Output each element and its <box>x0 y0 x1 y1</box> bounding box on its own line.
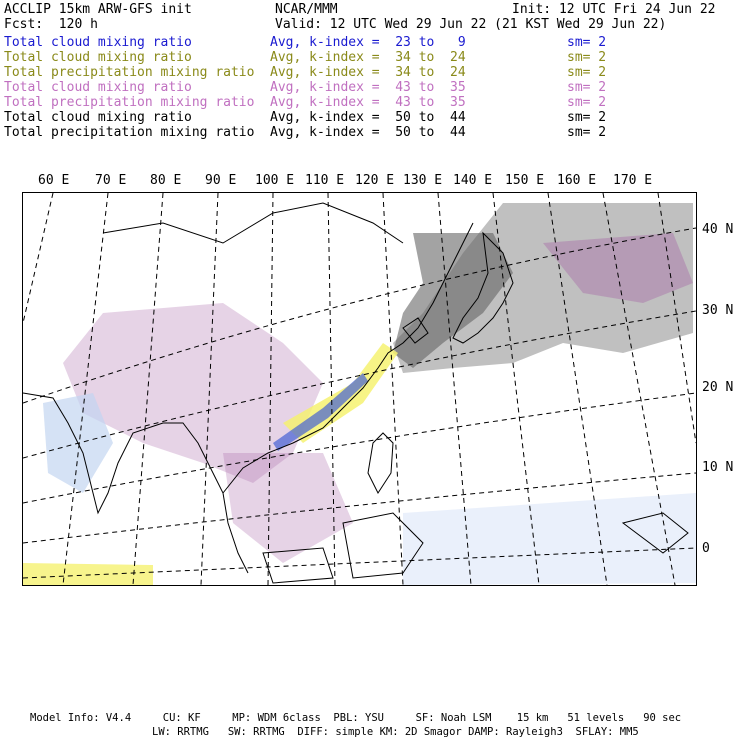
latitude-label: 10 N <box>702 460 734 475</box>
field-smoothing: sm= 2 <box>567 80 607 95</box>
field-smoothing: sm= 2 <box>567 95 607 110</box>
field-smoothing: sm= 2 <box>567 35 607 50</box>
longitude-label: 100 E <box>255 173 295 188</box>
footer-line1: Model Info: V4.4 CU: KF MP: WDM 6class PBL: YSU SF: Noah LSM 15 km 51 levels 90 sec <box>30 712 682 724</box>
longitude-label: 80 E <box>150 173 182 188</box>
longitude-label: 60 E <box>38 173 70 188</box>
longitude-label: 170 E <box>613 173 653 188</box>
latitude-label: 30 N <box>702 303 734 318</box>
field-name: Total cloud mixing ratio <box>4 35 192 50</box>
cloud-shading <box>23 203 696 585</box>
field-name: Total precipitation mixing ratio <box>4 125 255 140</box>
field-level-range: Avg, k-index = 43 to 35 <box>270 95 466 110</box>
field-level-range: Avg, k-index = 23 to 9 <box>270 35 466 50</box>
latitude-label: 20 N <box>702 380 734 395</box>
longitude-label: 90 E <box>205 173 237 188</box>
lightblue-equator <box>403 493 696 585</box>
latitude-label: 40 N <box>702 222 734 237</box>
map-panel <box>22 192 697 586</box>
map-svg <box>23 193 696 585</box>
field-level-range: Avg, k-index = 34 to 24 <box>270 65 466 80</box>
longitude-label: 130 E <box>403 173 443 188</box>
field-smoothing: sm= 2 <box>567 50 607 65</box>
longitude-label: 160 E <box>557 173 597 188</box>
field-name: Total cloud mixing ratio <box>4 50 192 65</box>
field-name: Total cloud mixing ratio <box>4 110 192 125</box>
field-name: Total precipitation mixing ratio <box>4 95 255 110</box>
longitude-label: 70 E <box>95 173 127 188</box>
longitude-label: 150 E <box>505 173 545 188</box>
header-valid: Valid: 12 UTC Wed 29 Jun 22 (21 KST Wed 29 Jun 22) <box>275 17 667 32</box>
field-level-range: Avg, k-index = 50 to 44 <box>270 125 466 140</box>
latitude-label: 0 <box>702 541 710 556</box>
field-smoothing: sm= 2 <box>567 125 607 140</box>
field-smoothing: sm= 2 <box>567 110 607 125</box>
header-title: ACCLIP 15km ARW-GFS init <box>4 2 192 17</box>
field-name: Total cloud mixing ratio <box>4 80 192 95</box>
longitude-label: 110 E <box>305 173 345 188</box>
field-level-range: Avg, k-index = 43 to 35 <box>270 80 466 95</box>
header-init: Init: 12 UTC Fri 24 Jun 22 <box>512 2 716 17</box>
field-smoothing: sm= 2 <box>567 65 607 80</box>
field-level-range: Avg, k-index = 34 to 24 <box>270 50 466 65</box>
header-org: NCAR/MMM <box>275 2 338 17</box>
header-fcst: Fcst: 120 h <box>4 17 98 32</box>
field-level-range: Avg, k-index = 50 to 44 <box>270 110 466 125</box>
field-name: Total precipitation mixing ratio <box>4 65 255 80</box>
longitude-label: 140 E <box>453 173 493 188</box>
longitude-label: 120 E <box>355 173 395 188</box>
footer-line2: LW: RRTMG SW: RRTMG DIFF: simple KM: 2D Smagor DAMP: Rayleigh3 SFLAY: MM5 <box>152 726 639 738</box>
